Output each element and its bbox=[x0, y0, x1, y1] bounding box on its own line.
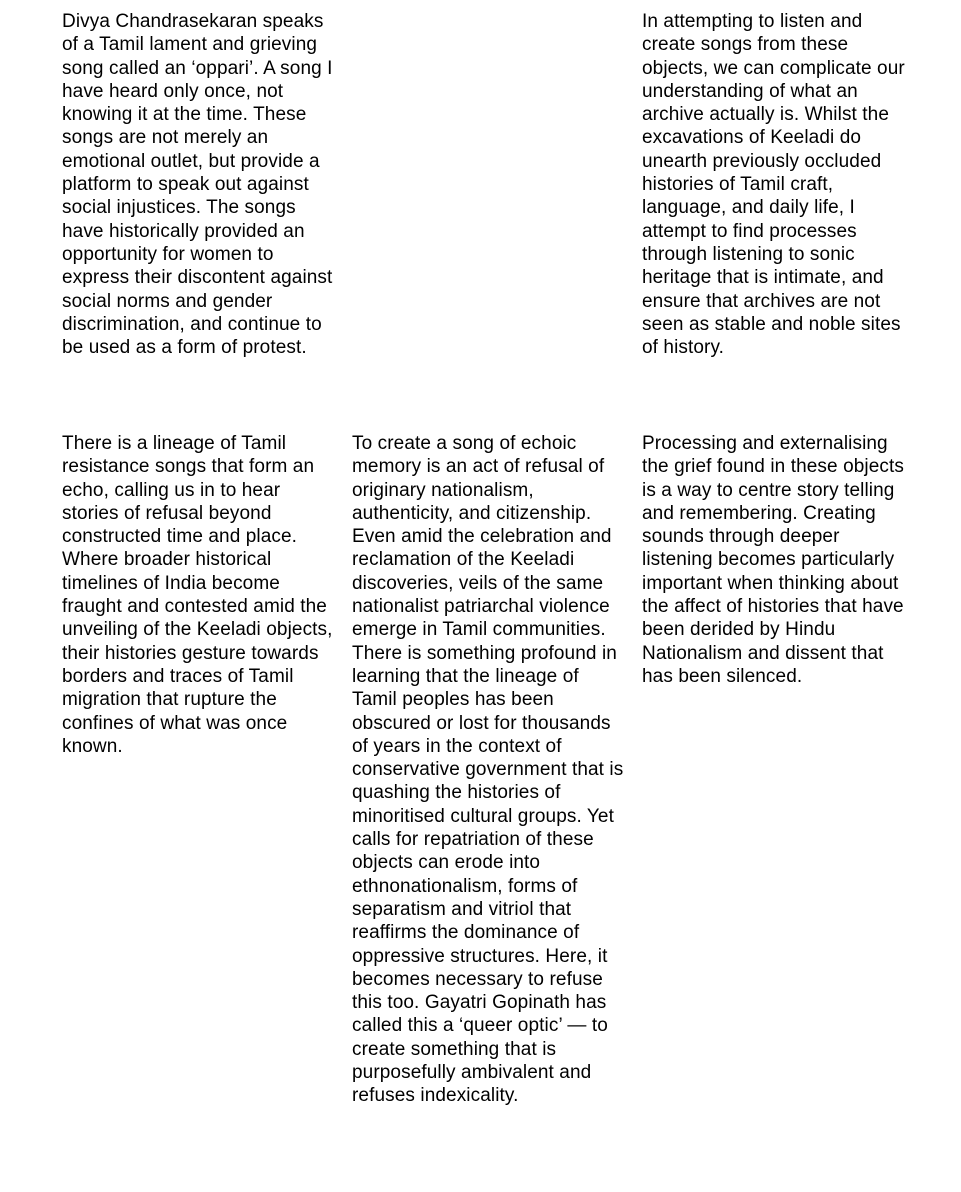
text-column-left-bottom bbox=[62, 432, 334, 1108]
text-column-right-bottom bbox=[642, 432, 914, 1108]
three-column-text-layout bbox=[62, 10, 914, 1108]
text-column-middle bbox=[352, 432, 624, 1108]
text-column-left-top bbox=[62, 10, 334, 432]
text-column-middle-top-empty bbox=[352, 10, 624, 432]
text-column-right-top bbox=[642, 10, 914, 432]
paragraph-tamil-resistance-songs: There is a lineage of Tamil resistance songs that form an echo, calling us in to hear stories of refusal beyond constructed time and place. Where broader historical timelines of India become fraught and contested amid the unveiling of the Keeladi objects, their histories gesture towards borders and traces of Tamil migration that rupture the confines of what was once known. bbox=[62, 433, 333, 757]
paragraph-oppari-lament: Divya Chandrasekaran speaks of a Tamil lament and grieving song called an ‘oppari’. A song I have heard only once, not knowing it at the time. These songs are not merely an emotional outlet, but provide a platform to speak out against social injustices. The songs have historically provided an opportunity for women to express their discontent against social norms and gender discrimination, and continue to be used as a form of protest. bbox=[62, 11, 333, 359]
paragraph-processing-grief: Processing and externalising the grief found in these objects is a way to centre story telling and remembering. Creating sounds through deeper listening becomes particularly important when thinking about the affect of histories that have been derided by Hindu Nationalism and dissent that has been silenced. bbox=[642, 433, 904, 687]
paragraph-echoic-memory: To create a song of echoic memory is an act of refusal of originary nationalism, authenticity, and citizenship. Even amid the celebration and reclamation of the Keeladi discoveries, veils of the same nationalist patriarchal violence emerge in Tamil communities. There is something profound in learning that the lineage of Tamil peoples has been obscured or lost for thousands of years in the context of conservative government that is quashing the histories of minoritised cultural groups. Yet calls for repatriation of these objects can erode into ethnonationalism, forms of separatism and vitriol that reaffirms the dominance of oppressive structures. Here, it becomes necessary to refuse this too. Gayatri Gopinath has called this a ‘queer optic’ — to create something that is purposefully ambivalent and refuses indexicality. bbox=[352, 433, 624, 1107]
paragraph-listening-archive: In attempting to listen and create songs from these objects, we can complicate our understanding of what an archive actually is. Whilst the excavations of Keeladi do unearth previously occluded histories of Tamil craft, language, and daily life, I attempt to find processes through listening to sonic heritage that is intimate, and ensure that archives are not seen as stable and noble sites of history. bbox=[642, 11, 905, 359]
